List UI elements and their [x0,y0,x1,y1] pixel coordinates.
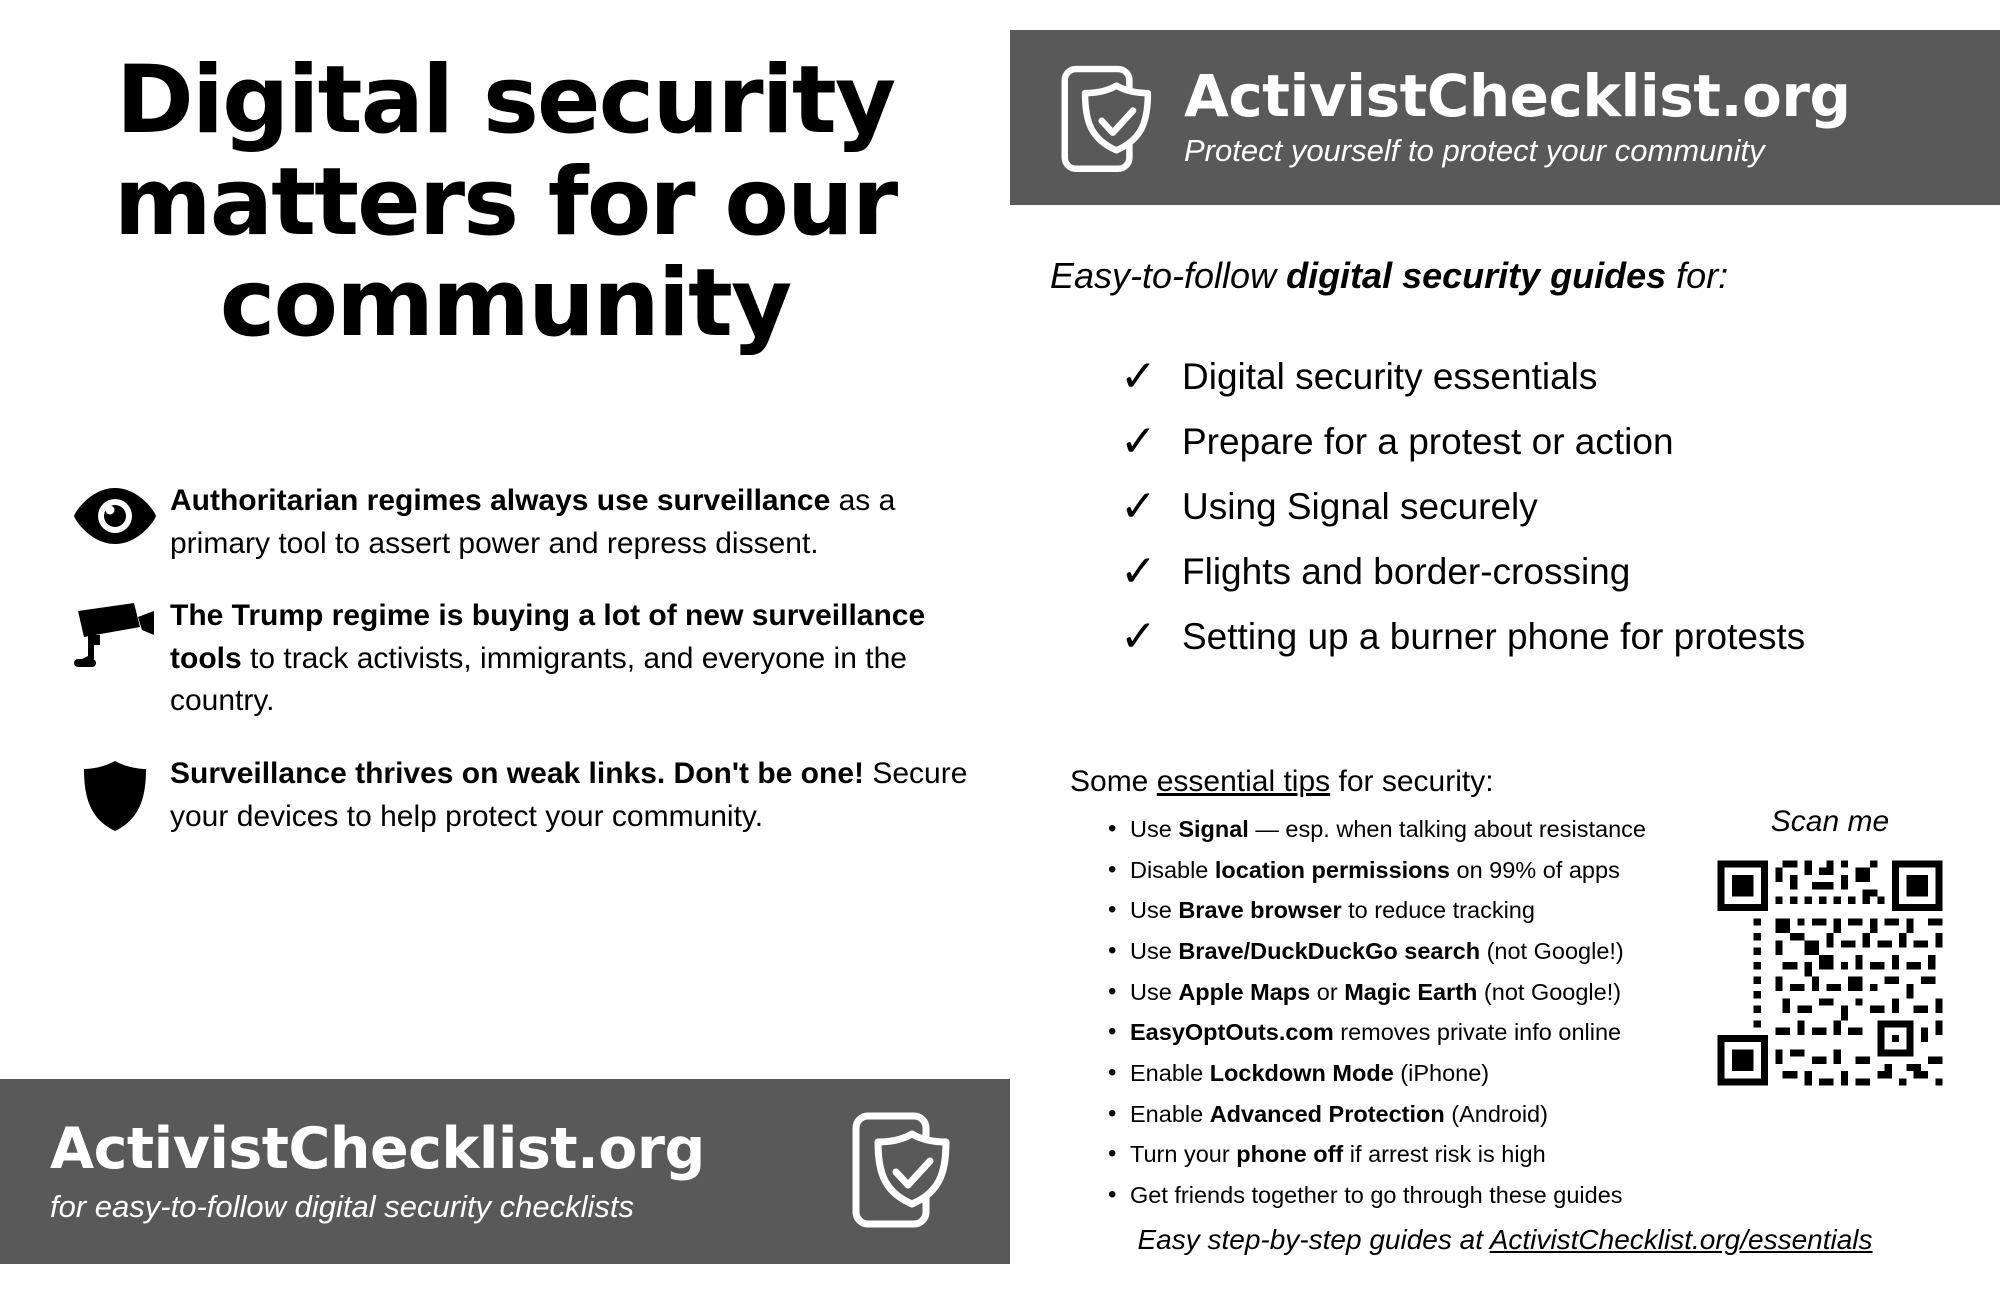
list-item [60,595,980,723]
guide-label: Digital security essentials [1182,356,1598,397]
tip-mid: or [1310,978,1345,1005]
tip-bold: phone off [1236,1141,1344,1168]
checkmark-icon: ✓ [1120,611,1157,662]
tip-post: to reduce tracking [1341,897,1535,924]
left-footer-bar [0,1079,1010,1264]
list-item [1100,1059,1700,1088]
tips-heading [1070,765,1494,799]
site-name[interactable]: ActivistChecklist.org [50,1116,705,1183]
point-rest-text: as a primary tool to assert power and repress dissent. [170,484,896,560]
essentials-link[interactable]: ActivistChecklist.org/essentials [1489,1224,1873,1255]
list-item [1100,896,1700,925]
tip-pre: Disable [1130,856,1215,883]
tip-post: (Android) [1444,1100,1548,1127]
point-bold-text: Surveillance thrives on weak links. Don't be one! [170,756,864,790]
guide-label: Prepare for a protest or action [1182,421,1674,462]
list-item[interactable] [1120,611,1990,662]
guides-lead [1050,255,1728,297]
tip-post: removes private info online [1333,1019,1622,1046]
list-item [1100,815,1700,844]
tip-post: — esp. when talking about resistance [1248,816,1646,842]
scan-label: Scan me [1770,805,1890,838]
phone-shield-check-icon [840,1104,970,1239]
tips-list [1100,815,1700,1222]
eye-icon [60,480,170,550]
tip-pre: Enable [1130,1059,1210,1086]
site-tagline: for easy-to-follow digital security checklists [50,1188,635,1224]
tips-heading-underlined: essential tips [1156,765,1331,798]
brand-text [1184,62,1851,169]
tips-heading-post: for security: [1330,765,1494,798]
point-rest-text: Secure your devices to help protect your community. [170,756,968,833]
phone-shield-check-icon [1050,58,1170,178]
tip-bold: EasyOptOuts.com [1130,1019,1334,1046]
list-item [1100,856,1700,885]
tips-heading-pre: Some [1070,765,1157,798]
scan-block [1700,805,1960,1093]
key-points-list [60,480,980,868]
guide-label: Setting up a burner phone for protests [1182,616,1806,657]
brand-header [1010,30,2000,205]
list-item [1100,1140,1700,1169]
point-bold-text: Authoritarian regimes always use surveillance [170,484,831,517]
tip-post: on 99% of apps [1449,856,1620,883]
list-item-text [170,480,980,565]
list-item-text [170,753,980,838]
checkmark-icon: ✓ [1120,351,1157,402]
list-item [1100,1181,1700,1210]
brand-tagline: Protect yourself to protect your community [1184,132,1765,168]
tip-post: (iPhone) [1393,1059,1490,1086]
right-panel [1010,0,2000,1294]
point-bold-text: The Trump regime is buying a lot of new surveillance tools [170,599,926,675]
brand-title[interactable]: ActivistChecklist.org [1184,62,1851,131]
guide-label: Using Signal securely [1182,486,1538,527]
qr-code-icon[interactable] [1710,853,1950,1093]
guides-lead-post: for: [1666,255,1729,296]
surveillance-camera-icon [60,595,170,665]
guide-label: Flights and border-crossing [1182,551,1631,592]
tip-post: (not Google!) [1477,978,1622,1005]
tip-post: (not Google!) [1480,937,1624,964]
tip-bold: Advanced Protection [1209,1100,1445,1127]
tip-bold2: Magic Earth [1344,978,1478,1005]
tip-pre: Use [1130,816,1179,842]
guides-lead-pre: Easy-to-follow [1050,255,1287,296]
tip-bold: Brave browser [1178,897,1342,924]
list-item [1100,978,1700,1007]
guides-lead-bold: digital security guides [1286,255,1667,296]
list-item[interactable] [1120,416,1990,467]
tip-pre: Enable [1130,1100,1210,1127]
tip-post: if arrest risk is high [1343,1141,1546,1168]
list-item-text [170,595,980,723]
list-item [1100,1018,1700,1047]
checkmark-icon: ✓ [1120,481,1157,532]
checkmark-icon: ✓ [1120,416,1157,467]
footer-note-pre: Easy step-by-step guides at [1137,1224,1490,1255]
tip-bold: location permissions [1214,856,1450,883]
list-item[interactable] [1120,351,1990,402]
checkmark-icon: ✓ [1120,546,1157,597]
tip-pre: Use [1130,937,1179,964]
tip-pre: Get friends together to go through these guides [1130,1181,1623,1208]
tip-pre: Use [1130,978,1179,1005]
list-item[interactable] [1120,481,1990,532]
shield-icon [60,753,170,823]
tip-bold: Apple Maps [1178,978,1311,1005]
list-item[interactable] [1120,546,1990,597]
list-item [1100,937,1700,966]
tip-bold: Lockdown Mode [1209,1059,1394,1086]
page-title: Digital security matters for our community [113,46,897,359]
list-item [60,480,980,565]
point-rest-text: to track activists, immigrants, and everyone in the country. [170,641,907,718]
tip-pre: Turn your [1130,1141,1237,1168]
list-item [1100,1100,1700,1129]
list-item [60,753,980,838]
tip-bold: Signal [1178,816,1249,842]
tip-pre: Use [1130,897,1179,924]
left-footer-text [50,1118,705,1225]
guides-list [1120,351,1990,680]
footer-note [1010,1224,2000,1256]
tip-bold: Brave/DuckDuckGo search [1178,937,1481,964]
